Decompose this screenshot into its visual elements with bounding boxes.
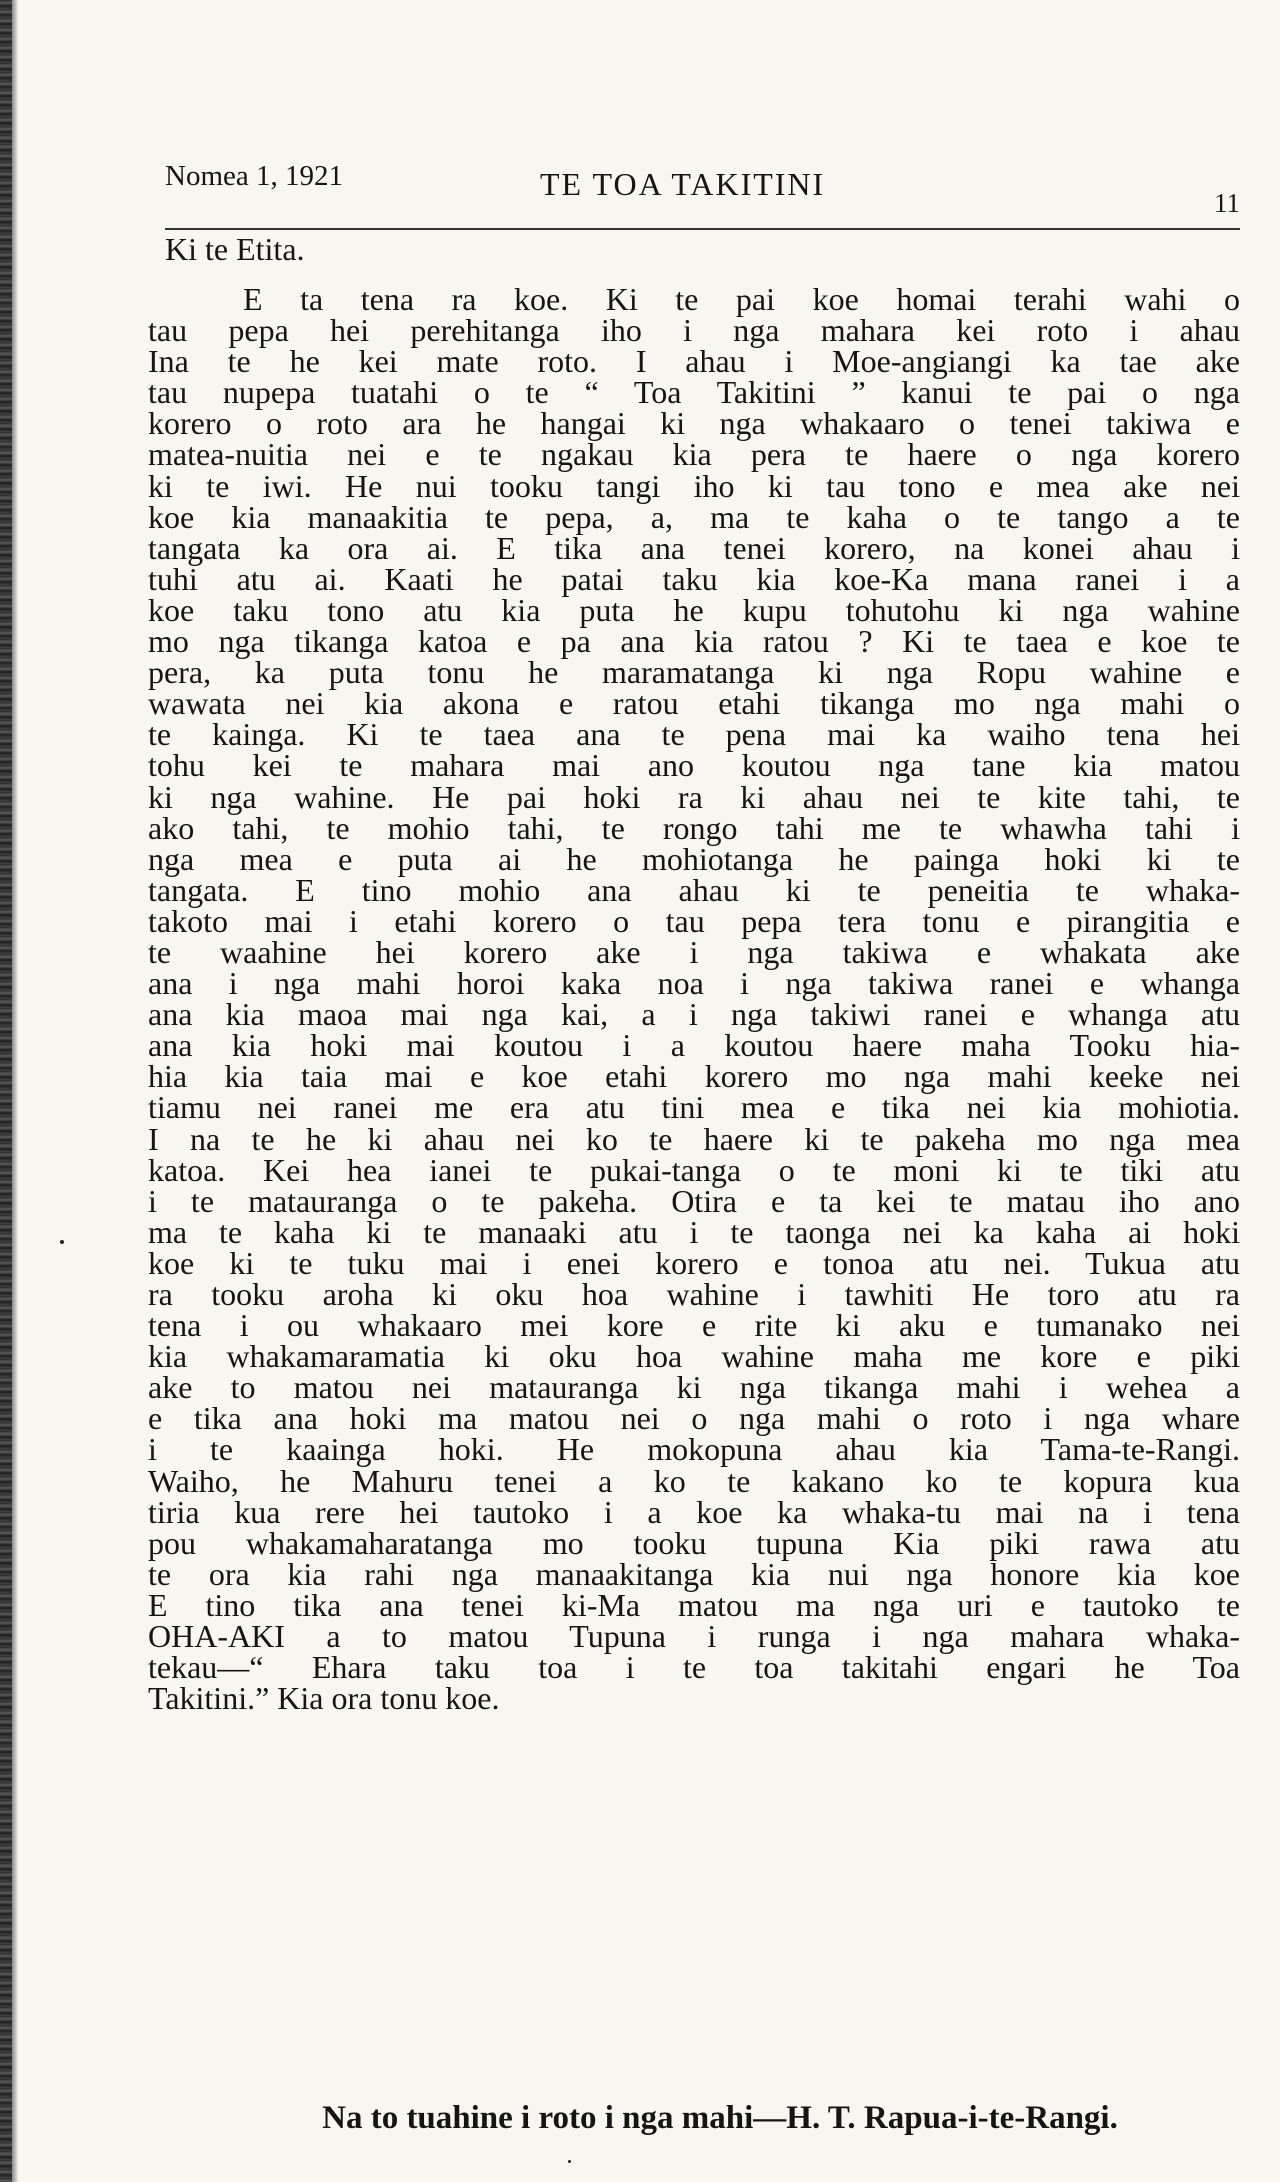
letter-line: ma te kaha ki te manaaki atu i te taonga nei ka kaha ai hoki <box>148 1213 1240 1250</box>
letter-line: tangata. E tino mohio ana ahau ki te peneitia te whaka- <box>148 871 1240 908</box>
letter-line: hia kia taia mai e koe etahi korero mo nga mahi keeke nei <box>148 1058 1240 1095</box>
letter-line: tiria kua rere hei tautoko i a koe ka whaka-tu mai na i tena <box>148 1493 1240 1530</box>
issue-date: Nomea 1, 1921 <box>165 160 343 192</box>
letter-body <box>148 281 1240 1717</box>
letter-line: Takitini.” Kia ora tonu koe. <box>148 1680 500 1717</box>
letter-line: i te matauranga o te pakeha. Otira e ta kei te matau iho ano <box>148 1182 1240 1219</box>
print-speck <box>60 1240 64 1244</box>
letter-line: koe kia manaakitia te pepa, a, ma te kaha o te tango a te <box>148 498 1240 535</box>
letter-line: ki nga wahine. He pai hoki ra ki ahau nei te kite tahi, te <box>148 778 1240 815</box>
letter-line: koe taku tono atu kia puta he kupu tohutohu ki nga wahine <box>148 591 1240 628</box>
letter-line: tau pepa hei perehitanga iho i nga mahara kei roto i ahau <box>148 312 1240 349</box>
letter-line: kia whakamaramatia ki oku hoa wahine maha me kore e piki <box>148 1338 1240 1375</box>
letter-line: Waiho, he Mahuru tenei a ko te kakano ko te kopura kua <box>148 1462 1240 1499</box>
letter-line: nga mea e puta ai he mohiotanga he painga hoki ki te <box>148 840 1240 877</box>
letter-line: OHA-AKI a to matou Tupuna i runga i nga mahara whaka- <box>148 1618 1240 1655</box>
book-binding-edge <box>0 0 12 2182</box>
letter-line: tena i ou whakaaro mei kore e rite ki aku e tumanako nei <box>148 1307 1240 1344</box>
letter-line: tohu kei te mahara mai ano koutou nga tane kia matou <box>148 747 1240 784</box>
letter-line: tekau—“ Ehara taku toa i te toa takitahi engari he Toa <box>148 1649 1240 1686</box>
page-gutter-shadow <box>12 0 18 2182</box>
letter-line: E tino tika ana tenei ki-Ma matou ma nga uri e tautoko te <box>148 1586 1240 1623</box>
letter-line: korero o roto ara he hangai ki nga whakaaro o tenei takiwa e <box>148 405 1240 442</box>
letter-line: Ina te he kei mate roto. I ahau i Moe-angiangi ka tae ake <box>148 343 1240 380</box>
letter-line: I na te he ki ahau nei ko te haere ki te pakeha mo nga mea <box>148 1120 1240 1157</box>
letter-line: ana kia maoa mai nga kai, a i nga takiwi ranei e whanga atu <box>148 996 1240 1033</box>
print-speck <box>568 2160 571 2163</box>
letter-line: tangata ka ora ai. E tika ana tenei korero, na konei ahau i <box>148 529 1240 566</box>
letter-line: te ora kia rahi nga manaakitanga kia nui nga honore kia koe <box>148 1555 1240 1592</box>
letter-salutation: Ki te Etita. <box>165 231 305 267</box>
letter-line: ana kia hoki mai koutou i a koutou haere maha Tooku hia- <box>148 1027 1240 1064</box>
page-number: 11 <box>1214 188 1240 218</box>
letter-line: tiamu nei ranei me era atu tini mea e tika nei kia mohiotia. <box>148 1089 1240 1126</box>
letter-signature: Na to tuahine i roto i nga mahi—H. T. Rapua-i-te-Rangi. <box>322 2100 1118 2136</box>
page-header <box>165 160 1240 218</box>
letter-line: ana i nga mahi horoi kaka noa i nga takiwa ranei e whanga <box>148 965 1240 1002</box>
letter-line: wawata nei kia akona e ratou etahi tikanga mo nga mahi o <box>148 685 1240 722</box>
letter-line: ra tooku aroha ki oku hoa wahine i tawhiti He toro atu ra <box>148 1276 1240 1312</box>
letter-line: e tika ana hoki ma matou nei o nga mahi o roto i nga whare <box>148 1400 1240 1437</box>
letter-line: pera, ka puta tonu he maramatanga ki nga Ropu wahine e <box>148 654 1240 691</box>
letter-line: tau nupepa tuatahi o te “ Toa Takitini ” kanui te pai o nga <box>148 374 1240 411</box>
letter-line: pou whakamaharatanga mo tooku tupuna Kia piki rawa atu <box>148 1524 1240 1561</box>
letter-line: ako tahi, te mohio tahi, te rongo tahi me te whawha tahi i <box>148 809 1240 846</box>
letter-line: koe ki te tuku mai i enei korero e tonoa atu nei. Tukua atu <box>148 1244 1240 1281</box>
letter-line: takoto mai i etahi korero o tau pepa tera tonu e pirangitia e <box>148 902 1240 939</box>
publication-title: TE TOA TAKITINI <box>540 166 826 202</box>
letter-line: i te kaainga hoki. He mokopuna ahau kia Tama-te-Rangi. <box>148 1431 1240 1468</box>
letter-line: katoa. Kei hea ianei te pukai-tanga o te moni ki te tiki atu <box>148 1151 1240 1188</box>
letter-line: te kainga. Ki te taea ana te pena mai ka waiho tena hei <box>148 716 1240 753</box>
letter-line: tuhi atu ai. Kaati he patai taku kia koe-Ka mana ranei i a <box>148 560 1240 597</box>
letter-line: E ta tena ra koe. Ki te pai koe homai terahi wahi o <box>243 281 1240 317</box>
letter-line: te waahine hei korero ake i nga takiwa e whakata ake <box>148 933 1240 970</box>
letter-line: mo nga tikanga katoa e pa ana kia ratou ? Ki te taea e koe te <box>148 623 1240 660</box>
letter-line: matea-nuitia nei e te ngakau kia pera te haere o nga korero <box>148 436 1240 473</box>
header-rule <box>165 228 1240 230</box>
letter-line: ake to matou nei matauranga ki nga tikanga mahi i wehea a <box>148 1369 1240 1406</box>
letter-line: ki te iwi. He nui tooku tangi iho ki tau tono e mea ake nei <box>148 467 1240 504</box>
